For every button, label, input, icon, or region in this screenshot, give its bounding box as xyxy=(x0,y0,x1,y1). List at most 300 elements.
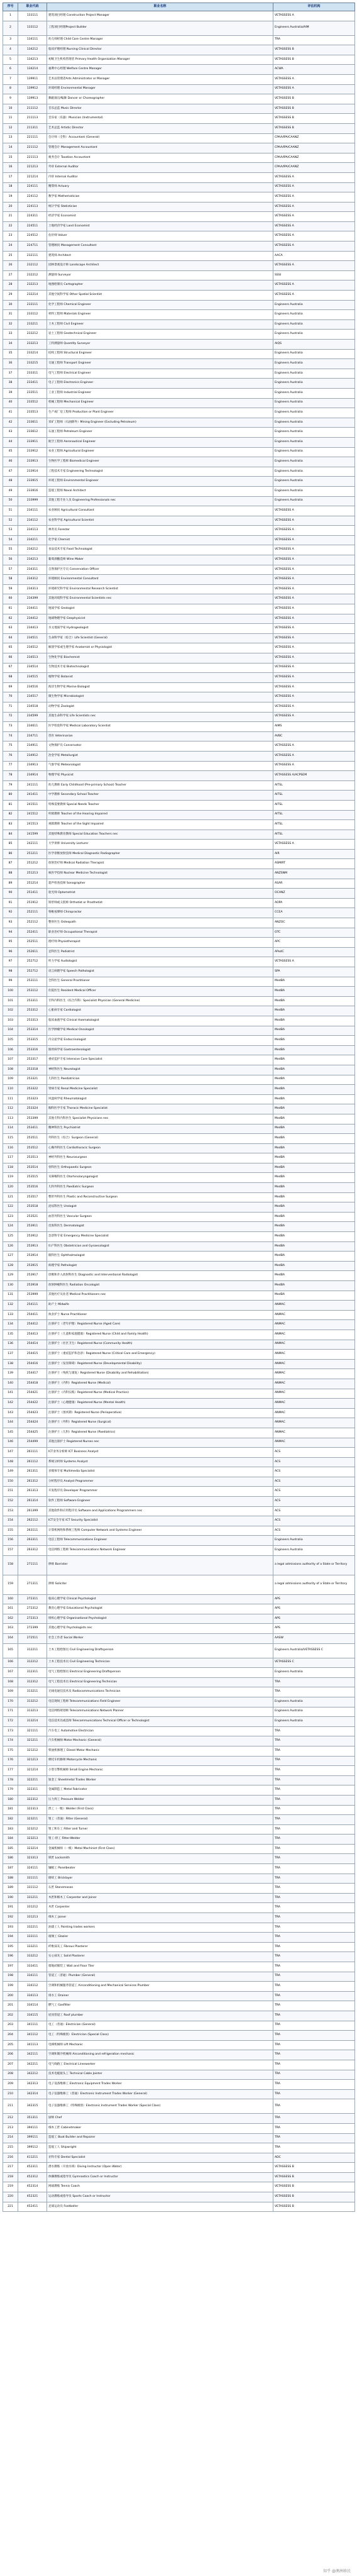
occupation-name: 会计师（全科）Accountant (General) xyxy=(47,133,273,143)
table-row xyxy=(3,1736,355,1746)
row-index: 1 xyxy=(3,11,18,21)
occupation-name: 专科内科医生（综合内科）Specialist Physician (General Medicine) xyxy=(47,996,273,1006)
occupation-code: 133111 xyxy=(18,11,47,21)
table-row xyxy=(3,741,355,752)
row-index: 155 xyxy=(3,1526,18,1536)
occupation-code: 331111 xyxy=(18,1874,47,1884)
occupation-code: 334112 xyxy=(18,1982,47,1992)
occupation-code: 234913 xyxy=(18,761,47,771)
row-index: 216 xyxy=(3,2153,18,2163)
row-index: 84 xyxy=(3,830,18,840)
assessing-authority: TRA xyxy=(273,2001,355,2011)
row-index: 141 xyxy=(3,1389,18,1399)
occupation-name: 造船工人 Shipwright xyxy=(47,2143,273,2153)
assessing-authority: Engineers Australia xyxy=(273,359,355,369)
occupation-code: 232112 xyxy=(18,261,47,271)
table-row xyxy=(3,1697,355,1707)
table-row xyxy=(3,928,355,938)
row-index: 208 xyxy=(3,2070,18,2080)
occupation-code: 253518 xyxy=(18,1202,47,1213)
assessing-authority: MedBA xyxy=(273,1163,355,1173)
occupation-code: 233915 xyxy=(18,477,47,487)
assessing-authority: APS xyxy=(273,1604,355,1614)
row-index: 116 xyxy=(3,1143,18,1153)
table-row xyxy=(3,987,355,997)
occupation-code: 331213 xyxy=(18,1913,47,1923)
occupation-name: 空调和制冷机械师 Airconditioning and refrigeration mechanic xyxy=(47,2050,273,2060)
assessing-authority: VETASSESS A xyxy=(273,663,355,673)
occupation-name: 福利中心经理 Welfare Centre Manager xyxy=(47,65,273,75)
table-row xyxy=(3,1497,355,1507)
occupation-name: 土地经济学家 Land Economist xyxy=(47,221,273,231)
occupation-code: 234515 xyxy=(18,673,47,683)
row-index: 31 xyxy=(3,310,18,320)
row-index: 118 xyxy=(3,1163,18,1173)
assessing-authority: AIQS xyxy=(273,340,355,350)
table-row xyxy=(3,1884,355,1894)
assessing-authority: VETASSESS A xyxy=(273,555,355,565)
row-index: 209 xyxy=(3,2080,18,2090)
row-index: 53 xyxy=(3,526,18,536)
occupation-code: 251212 xyxy=(18,859,47,869)
row-index: 139 xyxy=(3,1369,18,1379)
row-index: 32 xyxy=(3,319,18,330)
assessing-authority: MedBA xyxy=(273,1114,355,1124)
assessing-authority: Engineers Australia xyxy=(273,398,355,408)
table-row xyxy=(3,359,355,369)
row-index: 51 xyxy=(3,506,18,516)
row-index: 177 xyxy=(3,1766,18,1776)
assessing-authority: ANMAC xyxy=(273,1438,355,1448)
occupation-name: 神经外科医生 Neurosurgeon xyxy=(47,1153,273,1163)
occupation-code: 342314 xyxy=(18,2089,47,2099)
occupation-name: 律师 Barrister xyxy=(47,1555,273,1575)
occupation-name: 估价师 Valuer xyxy=(47,231,273,242)
occupation-code: 234511 xyxy=(18,633,47,643)
occupation-name: 管理顾问 Management Consultant xyxy=(47,242,273,252)
row-index: 214 xyxy=(3,2133,18,2143)
occupation-code: 251214 xyxy=(18,879,47,889)
occupation-name: 视障教师 Teacher of the Sight Impaired xyxy=(47,820,273,830)
assessing-authority: VETASSESS A xyxy=(273,751,355,761)
assessing-authority: TRA xyxy=(273,1756,355,1766)
row-index: 120 xyxy=(3,1183,18,1193)
assessing-authority: Engineers Australia/VETASSESS C xyxy=(273,1643,355,1658)
occupation-name: 注册护士（重症监护和急诊）Registered Nurse (Critical Care and Emergency) xyxy=(47,1350,273,1360)
assessing-authority: VETASSESS A xyxy=(273,526,355,536)
occupation-name: 材料工程师 Materials Engineer xyxy=(47,310,273,320)
occupation-code: 253316 xyxy=(18,1045,47,1055)
occupation-code: 221111 xyxy=(18,133,47,143)
row-index: 153 xyxy=(3,1506,18,1516)
occupation-code: 331212 xyxy=(18,1903,47,1913)
row-index: 168 xyxy=(3,1677,18,1687)
occupation-code: 253914 xyxy=(18,1252,47,1262)
occupation-code: 234112 xyxy=(18,516,47,526)
occupation-name: 足科医生 Podiatrist xyxy=(47,947,273,957)
occupation-code: 252712 xyxy=(18,967,47,977)
occupation-code: 253917 xyxy=(18,1271,47,1281)
assessing-authority: TRA xyxy=(273,2070,355,2080)
row-index: 135 xyxy=(3,1330,18,1340)
table-row xyxy=(3,1893,355,1903)
assessing-authority: VETASSESS B xyxy=(273,94,355,104)
table-row xyxy=(3,1340,355,1350)
table-row xyxy=(3,800,355,810)
row-index: 99 xyxy=(3,977,18,987)
occupation-name: 园林景观设计师 Landscape Architect xyxy=(47,261,273,271)
row-index: 96 xyxy=(3,947,18,957)
occupation-code: 261313 xyxy=(18,1487,47,1497)
occupation-name: 职业治疗师 Occupational Therapist xyxy=(47,928,273,938)
occupation-name: 执业护士 Nurse Practitioner xyxy=(47,1310,273,1320)
occupation-code: 272312 xyxy=(18,1604,47,1614)
assessing-authority: ACS xyxy=(273,1487,355,1497)
occupation-name: 听障教师 Teacher of the Hearing Impaired xyxy=(47,810,273,820)
assessing-authority: TRA xyxy=(273,1884,355,1894)
occupation-code: 323211 xyxy=(18,1815,47,1825)
occupation-code: 313212 xyxy=(18,1697,47,1707)
table-row xyxy=(3,35,355,45)
occupation-code: 322313 xyxy=(18,1805,47,1815)
table-row xyxy=(3,1477,355,1487)
row-index: 171 xyxy=(3,1707,18,1717)
occupation-name: 医学肿瘤学家 Medical Oncologist xyxy=(47,1026,273,1036)
assessing-authority: MedBA xyxy=(273,1192,355,1202)
occupation-name: 其他空间科学家 Other Spatial Scientist xyxy=(47,291,273,301)
occupation-code: 233214 xyxy=(18,349,47,359)
assessing-authority: AITSL xyxy=(273,791,355,801)
occupation-name: ICT业务分析师 ICT Business Analyst xyxy=(47,1448,273,1458)
row-index: 71 xyxy=(3,702,18,712)
row-index: 28 xyxy=(3,280,18,291)
assessing-authority: AITSL xyxy=(273,780,355,791)
row-index: 2 xyxy=(3,21,18,35)
occupation-code: 252712 xyxy=(18,957,47,967)
row-index: 147 xyxy=(3,1448,18,1458)
occupation-name: 屋顶管道工 Roof plumber xyxy=(47,2011,273,2021)
table-row xyxy=(3,202,355,212)
assessing-authority: CPAA/IPA/CAANZ xyxy=(273,133,355,143)
row-index: 24 xyxy=(3,242,18,252)
row-index: 191 xyxy=(3,1903,18,1913)
occupation-name: 注册护士（残疾与康复）Registered Nurse (Disability and Rehabilitation) xyxy=(47,1369,273,1379)
occupation-name: 超声检查技师 Sonographer xyxy=(47,879,273,889)
occupation-code: 452311 xyxy=(18,2163,47,2173)
table-row xyxy=(3,94,355,104)
occupation-name: 镶板工 Panelbeater xyxy=(47,1864,273,1874)
table-row xyxy=(3,242,355,252)
assessing-authority: VETASSESS B xyxy=(273,2202,355,2212)
assessing-authority: ADC xyxy=(273,2153,355,2163)
row-index: 149 xyxy=(3,1467,18,1477)
table-row xyxy=(3,575,355,585)
row-index: 127 xyxy=(3,1252,18,1262)
row-index: 22 xyxy=(3,221,18,231)
occupation-name: 实心抹灰工 Solid Plasterer xyxy=(47,1952,273,1962)
row-index: 167 xyxy=(3,1668,18,1678)
assessing-authority: ANMAC xyxy=(273,1301,355,1311)
assessing-authority: VETASSESS A xyxy=(273,172,355,182)
table-row xyxy=(3,330,355,340)
row-index: 11 xyxy=(3,114,18,124)
table-row xyxy=(3,153,355,163)
occupation-code: 233215 xyxy=(18,359,47,369)
table-row xyxy=(3,486,355,496)
occupation-code: 253311 xyxy=(18,996,47,1006)
occupation-name: 艺术品管理者Arts Administrator or Manager xyxy=(47,74,273,84)
table-row xyxy=(3,1085,355,1095)
occupation-code: 261112 xyxy=(18,1457,47,1467)
table-row xyxy=(3,1183,355,1193)
assessing-authority: SSSI xyxy=(273,270,355,280)
table-row xyxy=(3,1291,355,1301)
occupation-name: 空调和机械服务管道工 Airconditioning and Mechanical Services Plumber xyxy=(47,1982,273,1992)
assessing-authority: ACS xyxy=(273,1526,355,1536)
occupation-code: 233913 xyxy=(18,457,47,467)
row-index: 70 xyxy=(3,692,18,702)
occupation-code: 233914 xyxy=(18,467,47,477)
occupation-code: 261311 xyxy=(18,1467,47,1477)
occupation-name: 岩土工程师 Geotechnical Engineer xyxy=(47,330,273,340)
occupation-name: 纤维抹灰工 Fibrous Plasterer xyxy=(47,1942,273,1952)
table-row xyxy=(3,1428,355,1438)
assessing-authority: Engineers Australia xyxy=(273,349,355,359)
occupation-name: 柴油机修理工 Diesel Motor Mechanic xyxy=(47,1746,273,1756)
row-index: 145 xyxy=(3,1428,18,1438)
occupation-name: 运动教练或指导员 Sports Coach or Instructor xyxy=(47,2192,273,2202)
row-index: 156 xyxy=(3,1536,18,1546)
watermark: 知乎 @澳洲移民 xyxy=(323,2569,351,2573)
occupation-code: 241512 xyxy=(18,810,47,820)
table-row xyxy=(3,1487,355,1497)
assessing-authority: TRA xyxy=(273,1844,355,1854)
occupation-name: 食品技术专家 Food Technologist xyxy=(47,545,273,555)
assessing-authority: a legal admissions authority of a State or Territory xyxy=(273,1575,355,1594)
table-row xyxy=(3,496,355,506)
assessing-authority: VETASSESS A xyxy=(273,594,355,604)
row-index: 58 xyxy=(3,575,18,585)
table-row xyxy=(3,722,355,732)
table-row xyxy=(3,2031,355,2041)
occupation-name: 金属制造工 Metal Fabricator xyxy=(47,1785,273,1796)
occupation-name: 农业顾问 Agricultural Consultant xyxy=(47,506,273,516)
occupation-name: 钣金工 Sheetmetal Trades Worker xyxy=(47,1775,273,1785)
table-row xyxy=(3,1844,355,1854)
occupation-name: 环境经理 Environmental Manager xyxy=(47,84,273,94)
occupation-name: 环境顾问 Environmental Consultant xyxy=(47,575,273,585)
occupation-name: 木匠 Carpenter xyxy=(47,1903,273,1913)
row-index: 64 xyxy=(3,633,18,643)
assessing-authority: MedBA xyxy=(273,977,355,987)
row-index: 56 xyxy=(3,555,18,565)
row-index: 143 xyxy=(3,1408,18,1418)
occupation-code: 452411 xyxy=(18,2202,47,2212)
row-index: 205 xyxy=(3,2040,18,2050)
table-row xyxy=(3,1055,355,1065)
assessing-authority: ANMAC xyxy=(273,1330,355,1340)
occupation-name: 重症监护专家 Intensive Care Specialist xyxy=(47,1055,273,1065)
row-index: 180 xyxy=(3,1795,18,1805)
assessing-authority: VETASSESS A xyxy=(273,712,355,722)
occupation-name: 其他生命科学家 Life Scientists nec xyxy=(47,712,273,722)
table-row xyxy=(3,859,355,869)
assessing-authority: Engineers Australia xyxy=(273,330,355,340)
occupation-table xyxy=(3,3,355,2212)
table-row xyxy=(3,957,355,967)
row-index: 221 xyxy=(3,2202,18,2212)
assessing-authority: VETASSESS B xyxy=(273,45,355,55)
row-index: 192 xyxy=(3,1913,18,1923)
assessing-authority: CPAA/IPA/CAANZ xyxy=(273,153,355,163)
row-index: 18 xyxy=(3,182,18,192)
table-row xyxy=(3,2192,355,2202)
assessing-authority: TRA xyxy=(273,1923,355,1933)
assessing-authority: TRA xyxy=(273,1913,355,1923)
table-row xyxy=(3,74,355,84)
row-index: 16 xyxy=(3,163,18,173)
occupation-name: 土木工程绘图员 Civil Engineering Draftsperson xyxy=(47,1643,273,1658)
row-index: 73 xyxy=(3,722,18,732)
row-index: 217 xyxy=(3,2163,18,2173)
occupation-code: 331211 xyxy=(18,1893,47,1903)
assessing-authority: CPAA/IPA/CAANZ xyxy=(273,143,355,153)
table-row xyxy=(3,1775,355,1785)
row-index: 3 xyxy=(3,35,18,45)
table-row xyxy=(3,2001,355,2011)
row-index: 79 xyxy=(3,780,18,791)
row-index: 40 xyxy=(3,398,18,408)
assessing-authority: AOPA xyxy=(273,898,355,908)
assessing-authority: MedBA xyxy=(273,1232,355,1242)
occupation-name: 体操教练或指导员 Gymnastics Coach or Instructor xyxy=(47,2172,273,2182)
assessing-authority: MedBA xyxy=(273,1143,355,1153)
occupation-code: 333212 xyxy=(18,1952,47,1962)
row-index: 44 xyxy=(3,437,18,447)
row-index: 103 xyxy=(3,1016,18,1026)
occupation-name: 多媒体专家 Multimedia Specialist xyxy=(47,1467,273,1477)
row-index: 140 xyxy=(3,1379,18,1389)
table-row xyxy=(3,1310,355,1320)
occupation-name: 临床护理经理 Nursing Clinical Director xyxy=(47,45,273,55)
table-row xyxy=(3,1982,355,1992)
occupation-code: 254417 xyxy=(18,1369,47,1379)
assessing-authority: MedBA xyxy=(273,1281,355,1291)
table-row xyxy=(3,1418,355,1428)
assessing-authority: VETASSESS A xyxy=(273,653,355,663)
table-row xyxy=(3,604,355,614)
occupation-name: 胸科医学专家 Thoracic Medicine Specialist xyxy=(47,1104,273,1114)
assessing-authority: VETASSESS B xyxy=(273,55,355,65)
occupation-name: 微生物学家 Microbiologist xyxy=(47,692,273,702)
assessing-authority: Engineers Australia xyxy=(273,1668,355,1678)
occupation-code: 234213 xyxy=(18,555,47,565)
occupation-name: 汽车机械师 Motor Mechanic (General) xyxy=(47,1736,273,1746)
occupation-code: 242111 xyxy=(18,840,47,850)
assessing-authority: VETASSESS A xyxy=(273,614,355,624)
occupation-name: 建筑项目经理 Construction Project Manager xyxy=(47,11,273,21)
row-index: 97 xyxy=(3,957,18,967)
assessing-authority: VETASSESS A xyxy=(273,624,355,634)
table-row xyxy=(3,319,355,330)
row-index: 176 xyxy=(3,1756,18,1766)
row-index: 128 xyxy=(3,1261,18,1271)
table-row xyxy=(3,2143,355,2153)
header-occupation: 职业名称 xyxy=(47,3,273,11)
assessing-authority: TRA xyxy=(273,2060,355,2070)
row-index: 82 xyxy=(3,810,18,820)
row-index: 215 xyxy=(3,2143,18,2153)
assessing-authority: VETASSESS A xyxy=(273,633,355,643)
occupation-code: 253312 xyxy=(18,1006,47,1016)
occupation-name: 焊工（一级）Welder (First Class) xyxy=(47,1805,273,1815)
table-row xyxy=(3,2060,355,2070)
occupation-code: 272511 xyxy=(18,1634,47,1644)
row-index: 62 xyxy=(3,614,18,624)
occupation-name: 诊断和介入放射科医生 Diagnostic and Interventional Radiologist xyxy=(47,1271,273,1281)
assessing-authority: ANMAC xyxy=(273,1379,355,1389)
occupation-code: 224311 xyxy=(18,212,47,222)
row-index: 159 xyxy=(3,1575,18,1594)
table-row xyxy=(3,584,355,594)
occupation-code: 261399 xyxy=(18,1506,47,1516)
table-row xyxy=(3,663,355,673)
assessing-authority: APS xyxy=(273,1614,355,1624)
occupation-name: 艺术总监 Artistic Director xyxy=(47,123,273,133)
table-row xyxy=(3,11,355,21)
occupation-code: 399111 xyxy=(18,2133,47,2143)
table-row xyxy=(3,1104,355,1114)
occupation-name: 儿科外科医生 Paediatric Surgeon xyxy=(47,1183,273,1193)
occupation-code: 254413 xyxy=(18,1330,47,1340)
row-index: 102 xyxy=(3,1006,18,1016)
row-index: 131 xyxy=(3,1291,18,1301)
occupation-code: 251211 xyxy=(18,849,47,859)
assessing-authority: TRA xyxy=(273,1962,355,1972)
table-row xyxy=(3,1271,355,1281)
assessing-authority: ASMIRT xyxy=(273,859,355,869)
assessing-authority: TRA xyxy=(273,2123,355,2133)
occupation-code: 253512 xyxy=(18,1143,47,1153)
occupation-name: 木匠和细木工 Carpenter and Joiner xyxy=(47,1893,273,1903)
occupation-code: 233612 xyxy=(18,428,47,438)
table-row xyxy=(3,1874,355,1884)
assessing-authority: VETASSESS A xyxy=(273,643,355,653)
table-row xyxy=(3,133,355,143)
row-index: 204 xyxy=(3,2031,18,2041)
occupation-name: 内分泌学家 Endocrinologist xyxy=(47,1036,273,1046)
table-row xyxy=(3,898,355,908)
occupation-code: 271311 xyxy=(18,1575,47,1594)
assessing-authority: ACS xyxy=(273,1467,355,1477)
occupation-code: 323313 xyxy=(18,1854,47,1864)
table-row xyxy=(3,1687,355,1697)
assessing-authority: MedBA xyxy=(273,1183,355,1193)
row-index: 183 xyxy=(3,1824,18,1835)
row-index: 133 xyxy=(3,1310,18,1320)
occupation-name: 海洋生物学家 Marine Biologist xyxy=(47,682,273,692)
occupation-code: 232213 xyxy=(18,280,47,291)
table-row xyxy=(3,1408,355,1418)
table-row xyxy=(3,251,355,261)
row-index: 119 xyxy=(3,1173,18,1183)
occupation-name: 眼科医生 Ophthalmologist xyxy=(47,1252,273,1262)
assessing-authority: ANMAC xyxy=(273,1389,355,1399)
occupation-code: 234513 xyxy=(18,653,47,663)
occupation-code: 342313 xyxy=(18,2080,47,2090)
occupation-name: 地图绘制员 Cartographer xyxy=(47,280,273,291)
assessing-authority: OCANZ xyxy=(273,889,355,899)
